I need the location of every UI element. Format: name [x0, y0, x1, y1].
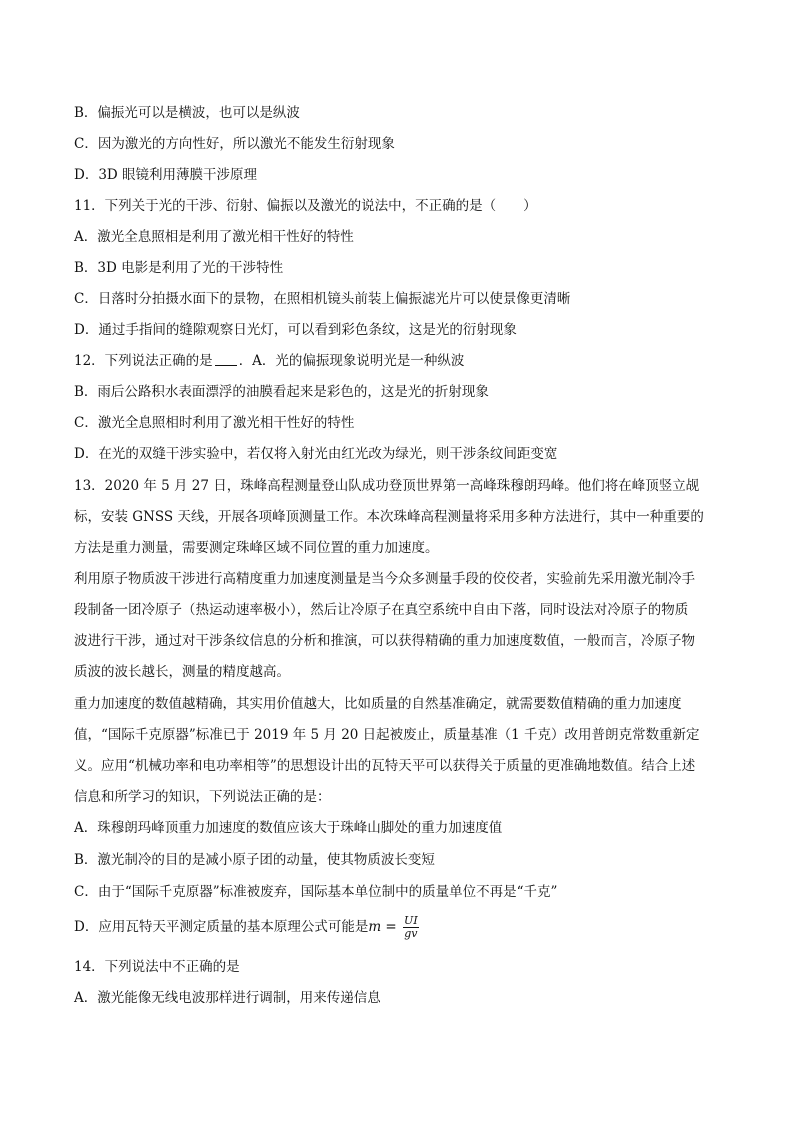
q12-stem-prefix: 12．下列说法正确的是 [74, 353, 213, 369]
q13-para3-line3: 义。应用“机械功率和电功率相等”的思想设计出的瓦特天平可以获得关于质量的更准确地数值。结合上述 [74, 758, 696, 774]
q13-option-d [74, 912, 724, 942]
q11-option-b: B．3D 电影是利用了光的干涉特性 [74, 260, 284, 276]
fraction-denominator: gv [404, 927, 418, 940]
q14-option-a: A．激光能像无线电波那样进行调制，用来传递信息 [74, 990, 381, 1006]
q11-option-a: A．激光全息照相是利用了激光相干性好的特性 [74, 229, 354, 245]
q13-para2-line2: 段制备一团冷原子（热运动速率极小），然后让冷原子在真空系统中自由下落，同时设法对冷原子的物质 [74, 602, 689, 618]
q13-para2-line4: 质波的波长越长，测量的精度越高。 [74, 664, 290, 680]
q13-para2-line3: 波进行干涉，通过对干涉条纹信息的分析和推演，可以获得精确的重力加速度数值，一般而言，冷原子物 [74, 633, 695, 649]
q12-stem [74, 352, 724, 370]
q13-para3-line4: 信息和所学习的知识，下列说法正确的是： [74, 789, 331, 805]
q12-option-d: D．在光的双缝干涉实验中，若仅将入射光由红光改为绿光，则干涉条纹间距变宽 [74, 446, 558, 462]
q13-option-a: A．珠穆朗玛峰顶重力加速度的数值应该大于珠峰山脚处的重力加速度值 [74, 820, 503, 836]
fraction-numerator: UI [404, 914, 418, 927]
q13-para1-line2: 标，安装 GNSS 天线，开展各项峰顶测量工作。本次珠峰高程测量将采用多种方法进行，其中一种重要的 [74, 509, 704, 525]
q12-option-c: C．激光全息照相时利用了激光相干性好的特性 [74, 415, 355, 431]
q11-option-c: C．日落时分拍摄水面下的景物，在照相机镜头前装上偏振滤光片可以使景像更清晰 [74, 291, 571, 307]
q13-option-b: B．激光制冷的目的是减小原子团的动量，使其物质波长变短 [74, 852, 435, 868]
q10-option-d: D．3D 眼镜利用薄膜干涉原理 [74, 167, 258, 183]
q13-option-d-text: D．应用瓦特天平测定质量的基本原理公式可能是 [74, 919, 369, 935]
q13-para1-line1: 13．2020 年 5 月 27 日，珠峰高程测量登山队成功登顶世界第一高峰珠穆朗玛峰。他们将在峰顶竖立觇 [74, 478, 700, 494]
q13-para2-line1: 利用原子物质波干涉进行高精度重力加速度测量是当今众多测量手段的佼佼者，实验前先采用激光制冷手 [74, 571, 695, 587]
q13-para3-line2: 值，“国际千克原器”标准已于 2019 年 5 月 20 日起被废止，质量基准（1 千克）改用普朗克常数重新定 [74, 727, 700, 743]
q10-option-b: B．偏振光可以是横波，也可以是纵波 [74, 105, 300, 121]
q10-option-c: C．因为激光的方向性好，所以激光不能发生衍射现象 [74, 136, 395, 152]
q13-para3-line1: 重力加速度的数值越精确，其实用价值越大，比如质量的自然基准确定，就需要数值精确的重力加速度 [74, 696, 682, 712]
q12-option-b: B．雨后公路积水表面漂浮的油膜看起来是彩色的，这是光的折射现象 [74, 384, 489, 400]
answer-blank [215, 353, 237, 366]
q13-option-c: C．由于“国际千克原器”标准被废弃，国际基本单位制中的质量单位不再是“千克” [74, 884, 558, 900]
q11-stem: 11．下列关于光的干涉、衍射、偏振以及激光的说法中，不正确的是（ ） [74, 198, 537, 214]
formula-fraction [403, 915, 419, 940]
formula-equals: = [381, 919, 402, 935]
q12-stem-suffix: ．A．光的偏振现象说明光是一种纵波 [238, 353, 465, 369]
q14-stem: 14．下列说法中不正确的是 [74, 959, 240, 975]
q13-para1-line3: 方法是重力测量，需要测定珠峰区域不同位置的重力加速度。 [74, 540, 439, 556]
formula-variable: m [368, 919, 382, 935]
q11-option-d: D．通过手指间的缝隙观察日光灯，可以看到彩色条纹，这是光的衍射现象 [74, 322, 517, 338]
